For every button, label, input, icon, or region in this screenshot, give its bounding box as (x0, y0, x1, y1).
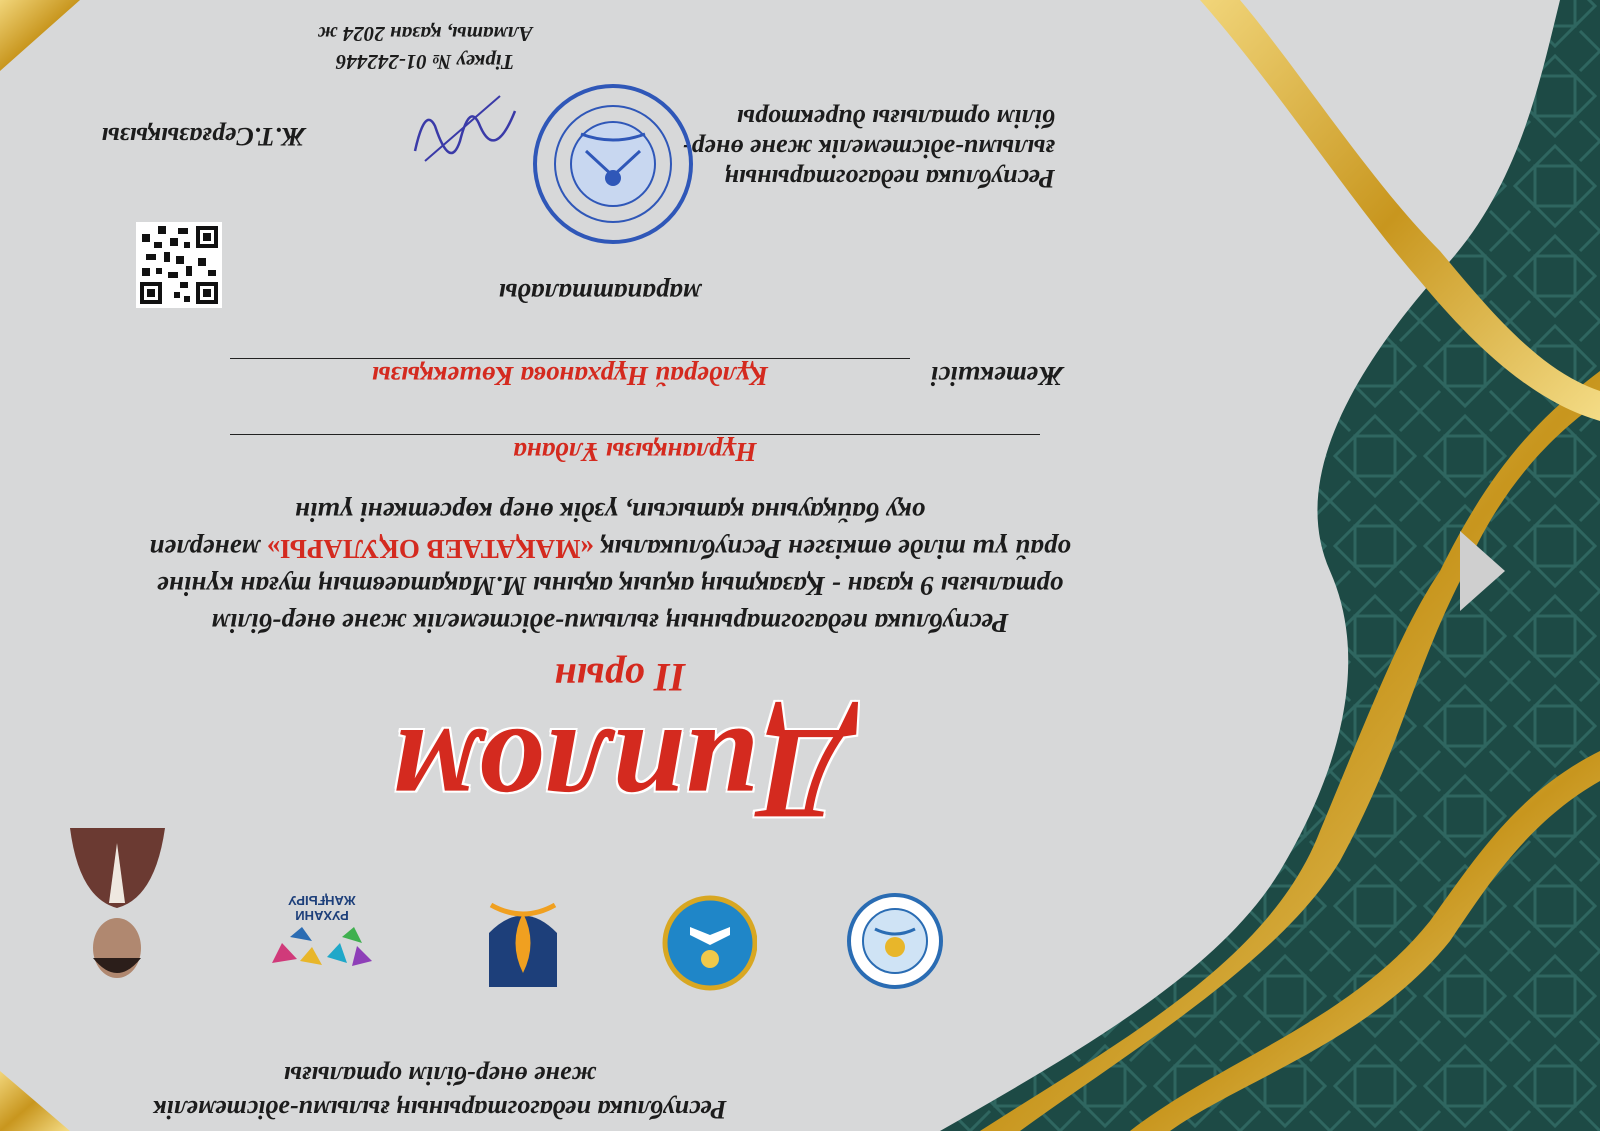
description-line-4: оқу байқауына қатысып, үздік өнер көрсеткені үшін (294, 497, 926, 527)
director-line-3: білім орталығы директоры (736, 104, 1055, 133)
center-emblem-icon (845, 891, 945, 991)
registration-info (275, 20, 575, 76)
portrait-photo-icon (60, 828, 175, 993)
registration-number: Тіркеу № 01-242446 (335, 50, 515, 74)
director-line-2: ғылыми-әдістемелік және өнер- (682, 134, 1055, 163)
student-name: Нұрланқызы Ұлдана (230, 434, 1040, 467)
awarded-text: марапатталады (498, 278, 702, 308)
qr-code-icon (136, 222, 222, 308)
gold-corner-strip (0, 0, 80, 71)
diploma-title: Диплом (391, 701, 849, 848)
competition-name: «МАҚАТАЕВ ОҚУЛАРЫ» (266, 534, 594, 564)
kazakhstan-ministry-emblem-icon (662, 893, 757, 993)
university-shield-icon (483, 893, 563, 993)
director-name: Ж.Т.Серғазықызы (101, 122, 305, 151)
place-award: II орын (554, 655, 686, 700)
header-line-1: Республика педагогтарының ғылыми-әдістемелік (153, 1095, 727, 1124)
signature-icon (410, 81, 520, 181)
director-line-1: Республика педагогтарының (724, 164, 1055, 193)
supervisor-label: Жетекшісі (930, 361, 1063, 391)
rukhani-text: РУХАНИ (295, 908, 349, 923)
description-line-3-start: орай үш тілде өткізген Республикалық (593, 534, 1071, 564)
description-line-3 (110, 530, 1110, 567)
award-description (110, 493, 1110, 641)
description-line-3-end: мәнерлеп (149, 534, 267, 564)
rukhani-zhangyru-logo-icon (262, 891, 382, 971)
official-stamp-icon (530, 81, 695, 246)
description-line-2: орталығы 9 қазан - Қазақтың ақиық ақыны М.Мақатаевтың туған күніне (156, 571, 1064, 601)
description-line-1: Республика педагогтарының ғылыми-әдістемелік және өнер-білім (211, 608, 1009, 638)
registration-place-date: Алматы, қазан 2024 ж (317, 22, 533, 46)
header-line-2: және өнер-білім орталығы (283, 1061, 597, 1090)
organization-header (30, 1058, 850, 1126)
zhangyru-text: ЖАҢҒЫРУ (288, 893, 356, 908)
supervisor-name: Құлдерай Нұрханова Көшекқызы (230, 358, 910, 391)
